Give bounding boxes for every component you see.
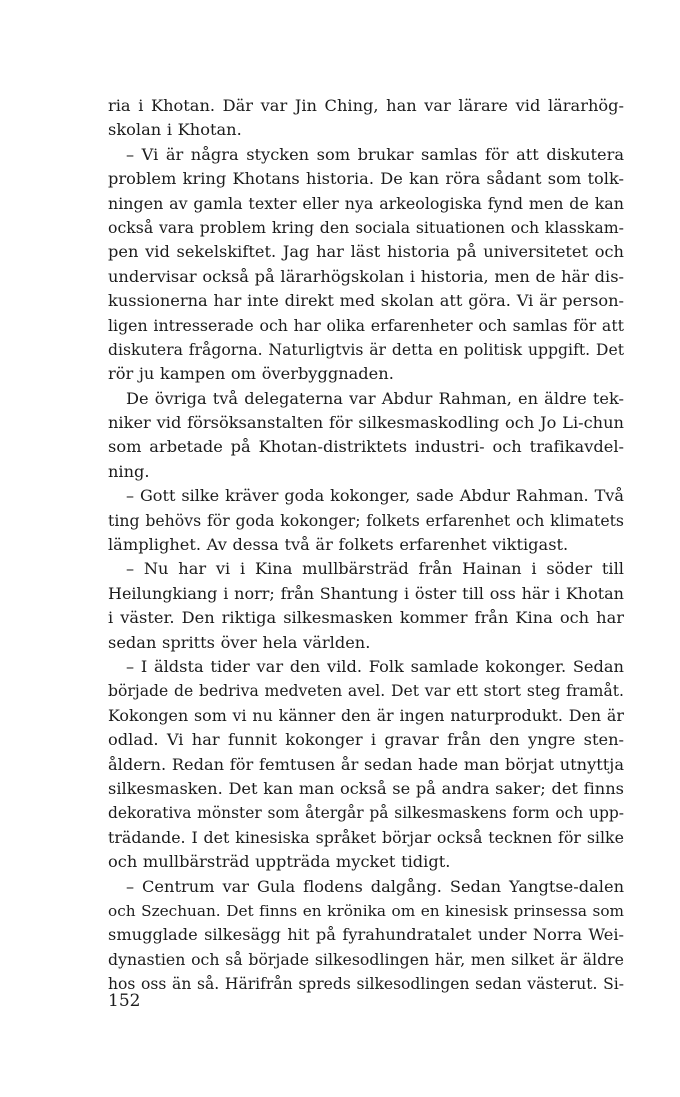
text-line: trädande. I det kinesiska språket börjar också tecknen för silke — [108, 827, 624, 847]
text-line: Kokongen som vi nu känner den är ingen naturprodukt. Den är — [108, 705, 624, 725]
text-line: ligen intresserade och har olika erfarenheter och samlas för att — [108, 315, 624, 335]
text-line: – Centrum var Gula flodens dalgång. Sedan Yangtse-dalen — [126, 876, 624, 896]
text-line: – Nu har vi i Kina mullbärsträd från Hainan i söder till — [126, 559, 624, 579]
text-line: problem kring Khotans historia. De kan röra sådant som tolk- — [108, 169, 624, 189]
text-line: silkesmasken. Det kan man också se på andra saker; det finns — [108, 778, 624, 798]
text-line: niker vid försöksanstalten för silkesmaskodling och Jo Li-chun — [108, 413, 624, 433]
text-line: pen vid sekelskiftet. Jag har läst historia på universitetet och — [108, 242, 624, 262]
text-line: hos oss än så. Härifrån spreds silkesodlingen sedan västerut. Si- — [108, 975, 624, 994]
text-line: började de bedriva medveten avel. Det var ett stort steg framåt. — [108, 682, 624, 701]
text-line: också vara problem kring den sociala situationen och klasskam- — [108, 217, 624, 237]
text-line: odlad. Vi har funnit kokonger i gravar från den yngre sten- — [108, 730, 624, 750]
text-line: undervisar också på lärarhögskolan i historia, men de här dis- — [108, 266, 624, 286]
text-line: dynastien och så började silkesodlingen här, men silket är äldre — [108, 949, 624, 969]
text-line: De övriga två delegaterna var Abdur Rahman, en äldre tek- — [126, 388, 624, 408]
text-line: ningen av gamla texter eller nya arkeologiska fynd men de kan — [108, 193, 624, 213]
text-line: sedan spritts över hela världen. — [108, 632, 371, 652]
text-line: ning. — [108, 461, 150, 481]
text-line: åldern. Redan för femtusen år sedan hade man börjat utnyttja — [108, 754, 624, 774]
text-line: i väster. Den riktiga silkesmasken kommer från Kina och har — [108, 608, 624, 628]
text-line: och mullbärsträd uppträda mycket tidigt. — [108, 852, 451, 872]
text-line: kussionerna har inte direkt med skolan att göra. Vi är person- — [108, 291, 624, 311]
text-line: som arbetade på Khotan-distriktets industri- och trafikavdel- — [108, 437, 624, 457]
text-line: – Gott silke kräver goda kokonger, sade Abdur Rahman. Två — [126, 486, 624, 506]
text-line: – Vi är några stycken som brukar samlas för att diskutera — [126, 144, 624, 164]
text-line: dekorativa mönster som återgår på silkesmaskens form och upp- — [108, 804, 624, 823]
text-line: lämplighet. Av dessa två är folkets erfarenhet viktigast. — [108, 535, 569, 555]
page-number: 152 — [108, 991, 141, 1011]
text-line: ria i Khotan. Där var Jin Ching, han var lärare vid lärarhög- — [108, 96, 624, 115]
text-line: och Szechuan. Det finns en krönika om en kinesisk prinsessa som — [108, 901, 624, 920]
text-line: skolan i Khotan. — [108, 120, 242, 140]
text-line: rör ju kampen om överbyggnaden. — [108, 364, 394, 384]
text-line: ting behövs för goda kokonger; folkets erfarenhet och klimatets — [108, 510, 624, 530]
body-text — [108, 94, 624, 996]
text-line: smugglade silkesägg hit på fyrahundratalet under Norra Wei- — [108, 925, 624, 945]
text-line: – I äldsta tider var den vild. Folk samlade kokonger. Sedan — [126, 656, 624, 676]
text-line: Heilungkiang i norr; från Shantung i öster till oss här i Khotan — [108, 583, 624, 603]
text-line: diskutera frågorna. Naturligtvis är detta en politisk uppgift. Det — [108, 339, 624, 359]
